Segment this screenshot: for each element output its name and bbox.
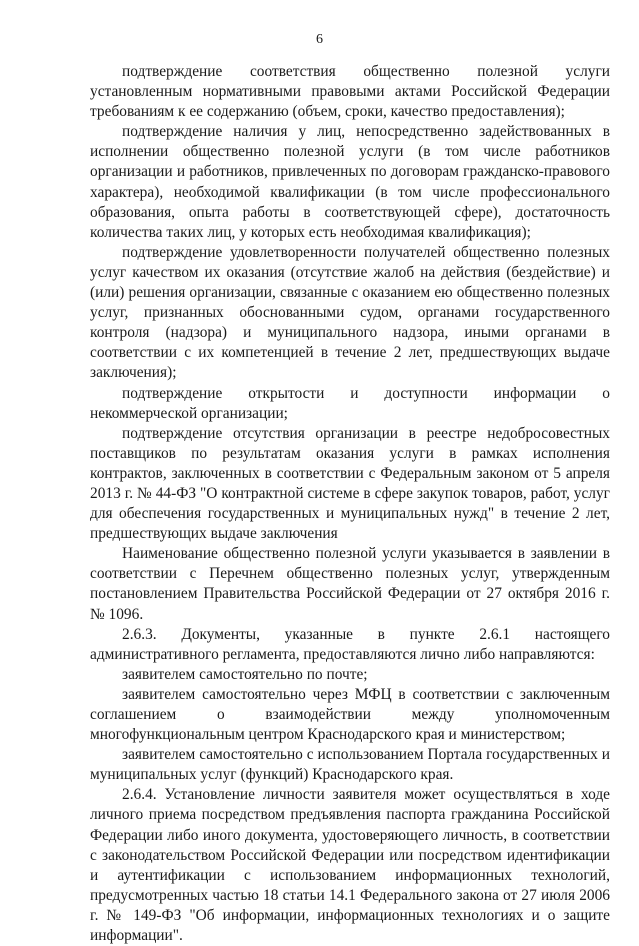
paragraph-by-mail: заявителем самостоятельно по почте;	[122, 665, 368, 683]
paragraph-via-portal: заявителем самостоятельно с использованием Портала государственных и муниципальных услуг (функций) Краснодарского края.	[90, 746, 610, 784]
document-body	[90, 62, 610, 946]
page-number: 6	[316, 32, 323, 47]
paragraph-unfair-suppliers-registry: подтверждение отсутствия организации в реестре недобросовестных поставщиков по результатам оказания услуги в рамках исполнения контрактов, заключенных в соответствии с Федеральным законом от 5 апреля 2013 г. № 44-ФЗ "О контрактной системе в сфере закупок товаров, работ, услуг для обеспечения государственных и муниципальных нужд" в течение 2 лет, предшествующих выдаче заключения	[90, 424, 610, 543]
paragraph-service-name: Наименование общественно полезной услуги указывается в заявлении в соответствии с Перечнем общественно полезных услуг, утвержденным постановлением Правительства Российской Федерации от 27 октября 2016 г. № 1096.	[90, 545, 610, 623]
paragraph-staff-qualification: подтверждение наличия у лиц, непосредственно задействованных в исполнении общественно полезной услуги (в том числе работников организации и работников, привлеченных по договорам гражданско-правового характера), необходимой квалификации (в том числе профессионального образования, опыта работы в соответствующей сфере), достаточность количества таких лиц, у которых есть необходимая квалификация);	[90, 123, 610, 241]
paragraph-section-2-6-4: 2.6.4. Установление личности заявителя может осуществляться в ходе личного приема посредством предъявления паспорта гражданина Российской Федерации либо иного документа, удостоверяющего личность, в соответствии с законодательством Российской Федерации или посредством идентификации и аутентификации с использованием информационных технологий, предусмотренных частью 18 статьи 14.1 Федерального закона от 27 июля 2006 г. № 149-ФЗ "Об информации, информационных технологиях и о защите информации".	[90, 786, 610, 945]
paragraph-service-compliance: подтверждение соответствия общественно полезной услуги установленным нормативными правовыми актами Российской Федерации требованиям к ее содержанию (объем, сроки, качество предоставления);	[90, 63, 610, 121]
paragraph-recipient-satisfaction: подтверждение удовлетворенности получателей общественно полезных услуг качеством их оказания (отсутствие жалоб на действия (бездействие) и (или) решения организации, связанные с оказанием ею общественно полезных услуг, признанных обоснованными судом, органами государственного контроля (надзора) и муниципального надзора, иными органами в соответствии с их компетенцией в течение 2 лет, предшествующих выдаче заключения);	[90, 243, 610, 382]
paragraph-section-2-6-3: 2.6.3. Документы, указанные в пункте 2.6.1 настоящего административного регламента, предоставляются лично либо направляются:	[90, 625, 610, 663]
paragraph-via-mfc: заявителем самостоятельно через МФЦ в соответствии с заключенным соглашением о взаимодействии между уполномоченным многофункциональным центром Краснодарского края и министерством;	[90, 685, 610, 744]
paragraph-information-openness: подтверждение открытости и доступности информации о некоммерческой организации;	[90, 384, 610, 422]
